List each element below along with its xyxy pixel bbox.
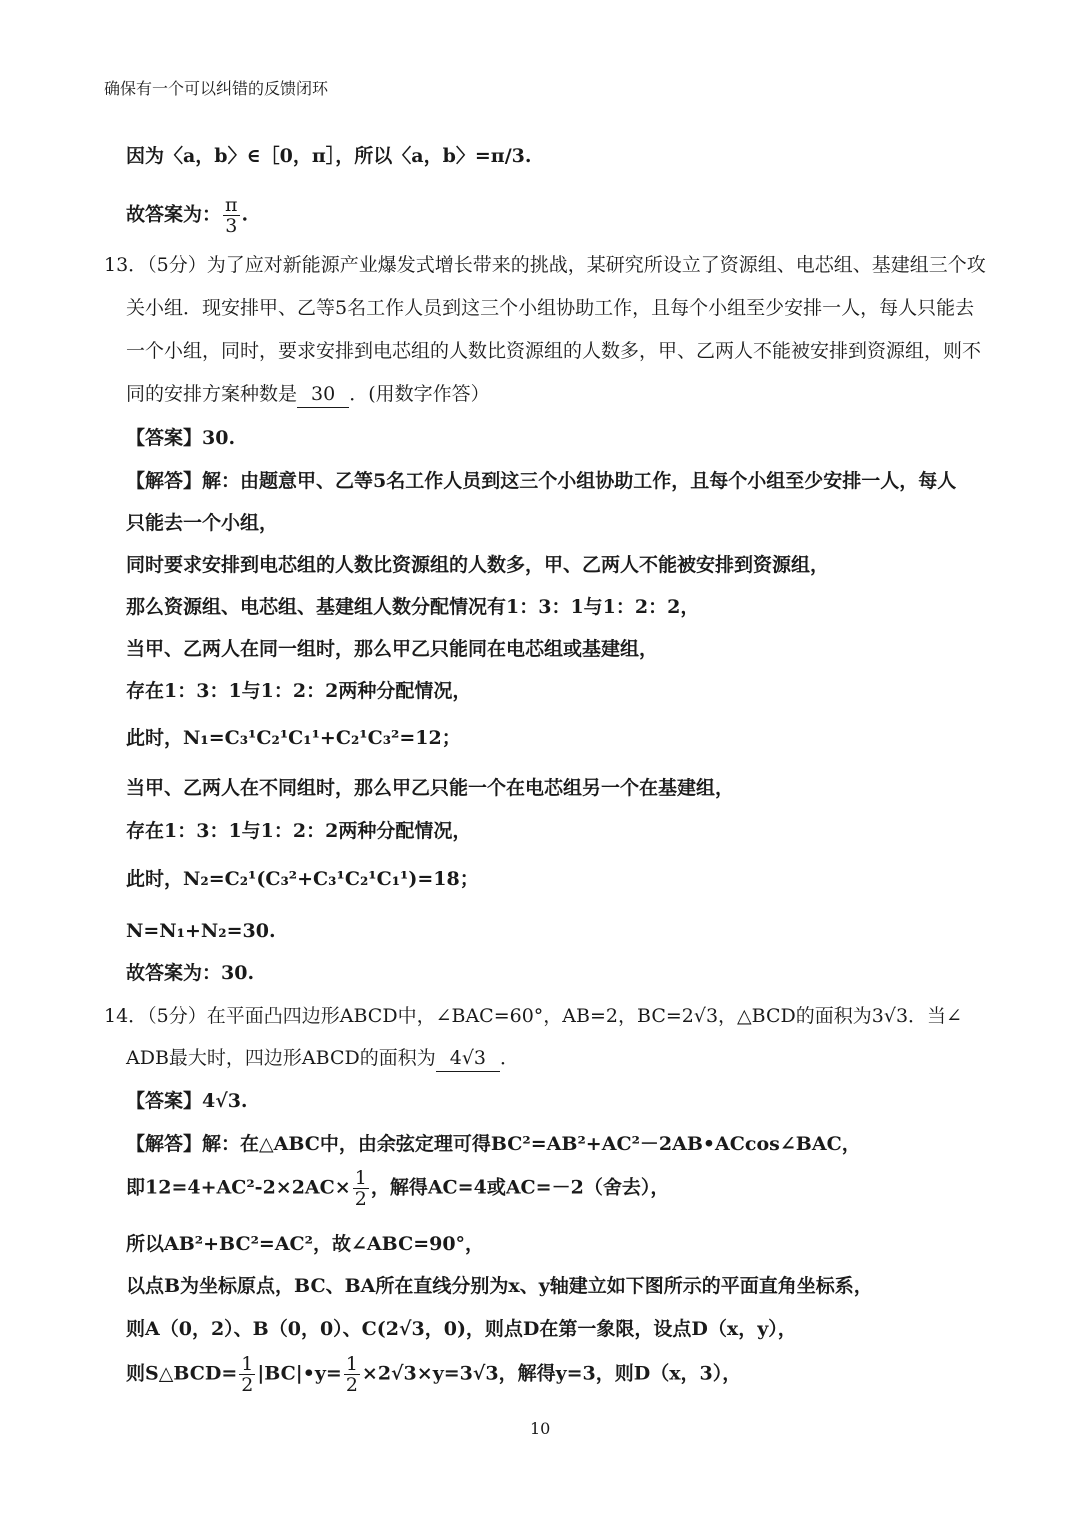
triangle-area-label: 则S△BCD= xyxy=(126,1362,238,1385)
q13-stem-line-3: 一个小组，同时，要求安排到电芯组的人数比资源组的人数多，甲、乙两人不能被安排到资源组，则不 xyxy=(126,340,982,362)
q14-stem-text: ADB最大时，四边形ABCD的面积为 xyxy=(126,1047,436,1069)
q13-solution-line-6: 存在1：3：1与1：2：2两种分配情况， xyxy=(126,680,472,702)
q13-stem-suffix: ．(用数字作答） xyxy=(349,383,490,405)
fraction-numerator: 1 xyxy=(241,1353,254,1375)
q13-answer-blank: 30 xyxy=(297,381,349,408)
fraction-denominator: 2 xyxy=(345,1374,358,1396)
one-half-fraction-a xyxy=(239,1354,255,1395)
q13-stem-line-1: 13．（5分）为了应对新能源产业爆发式增长带来的挑战，某研究所设立了资源组、电芯组、基建组三个攻 xyxy=(104,254,986,276)
page-number: 10 xyxy=(530,1419,551,1438)
q14-equation-text: 即12=4+AC²-2×2AC× xyxy=(126,1176,351,1199)
q13-solution-line-8: 当甲、乙两人在不同组时，那么甲乙只能一个在电芯组另一个在基建组， xyxy=(126,777,735,799)
one-half-fraction xyxy=(353,1168,369,1209)
q13-solution-line-11: N=N₁+N₂=30. xyxy=(126,920,276,942)
one-half-fraction-b xyxy=(344,1354,360,1395)
q14-answer-blank: 4√3 xyxy=(436,1045,500,1072)
fraction-numerator: 1 xyxy=(354,1167,367,1189)
q13-solution-line-4: 那么资源组、电芯组、基建组人数分配情况有1：3：1与1：2：2， xyxy=(126,596,700,618)
fraction-denominator: 3 xyxy=(225,215,238,237)
q14-solution-line-5: 则A（0，2）、B（0，0）、C(2√3，0)，则点D在第一象限，设点D（x，y）， xyxy=(126,1318,797,1340)
q14-solution-line-6 xyxy=(126,1354,741,1395)
q14-stem-suffix: ． xyxy=(500,1047,520,1069)
q13-solution-line-2: 只能去一个小组， xyxy=(126,512,279,534)
bc-times-y: |BC|•y= xyxy=(257,1362,342,1385)
q13-stem-line-4 xyxy=(126,381,490,408)
q13-solution-line-5: 当甲、乙两人在同一组时，那么甲乙只能同在电芯组或基建组， xyxy=(126,638,659,660)
q14-stem-line-2 xyxy=(126,1045,519,1072)
q14-solution-line-3: 所以AB²+BC²=AC²，故∠ABC=90°， xyxy=(126,1233,485,1255)
q14-solution-line-2 xyxy=(126,1168,669,1209)
q13-stem-line-2: 关小组．现安排甲、乙等5名工作人员到这三个小组协助工作，且每个小组至少安排一人，每人只能去 xyxy=(126,297,975,319)
area-equation-result: ×2√3×y=3√3，解得y=3，则D（x，3）， xyxy=(361,1362,742,1385)
q14-stem-line-1: 14．（5分）在平面凸四边形ABCD中，∠BAC=60°，AB=2，BC=2√3，△BCD的面积为3√3．当∠ xyxy=(104,1005,962,1027)
q13-solution-line-1: 【解答】解：由题意甲、乙等5名工作人员到这三个小组协助工作，且每个小组至少安排一人，每人 xyxy=(126,470,957,492)
prev-answer-line: 故答案为： $\frac{\pi}{3}$ . xyxy=(126,194,249,237)
fraction-denominator: 2 xyxy=(354,1188,367,1210)
q13-answer: 【答案】30. xyxy=(126,427,236,449)
pi-over-3-fraction xyxy=(223,195,240,236)
fraction-numerator: 1 xyxy=(345,1353,358,1375)
fraction-numerator: π xyxy=(225,194,238,216)
page-header: 确保有一个可以纠错的反馈闭环 xyxy=(104,79,329,98)
q14-solution-line-4: 以点B为坐标原点，BC、BA所在直线分别为x、y轴建立如下图所示的平面直角坐标系， xyxy=(126,1275,873,1297)
prev-solution-line: 因为〈a，b〉∈［0，π］，所以〈a，b〉=π/3. xyxy=(126,145,532,167)
prev-answer-label: 故答案为： xyxy=(126,203,222,226)
q14-solution-line-1: 【解答】解：在△ABC中，由余弦定理可得BC²=AB²+AC²－2AB•ACcos∠BAC， xyxy=(126,1133,861,1155)
q14-equation-result: ，解得AC=4或AC=－2（舍去）， xyxy=(370,1176,670,1199)
fraction-denominator: 2 xyxy=(241,1374,254,1396)
q13-solution-line-12: 故答案为：30. xyxy=(126,962,255,984)
q13-solution-line-10: 此时，N₂=C₂¹(C₃²+C₃¹C₂¹C₁¹)=18； xyxy=(126,868,479,890)
q13-solution-line-3: 同时要求安排到电芯组的人数比资源组的人数多，甲、乙两人不能被安排到资源组， xyxy=(126,554,830,576)
q13-stem-text: 同的安排方案种数是 xyxy=(126,383,298,405)
q13-solution-line-7: 此时，N₁=C₃¹C₂¹C₁¹+C₂¹C₃²=12； xyxy=(126,727,461,749)
q13-solution-line-9: 存在1：3：1与1：2：2两种分配情况， xyxy=(126,820,472,842)
q14-answer: 【答案】4√3. xyxy=(126,1090,248,1112)
